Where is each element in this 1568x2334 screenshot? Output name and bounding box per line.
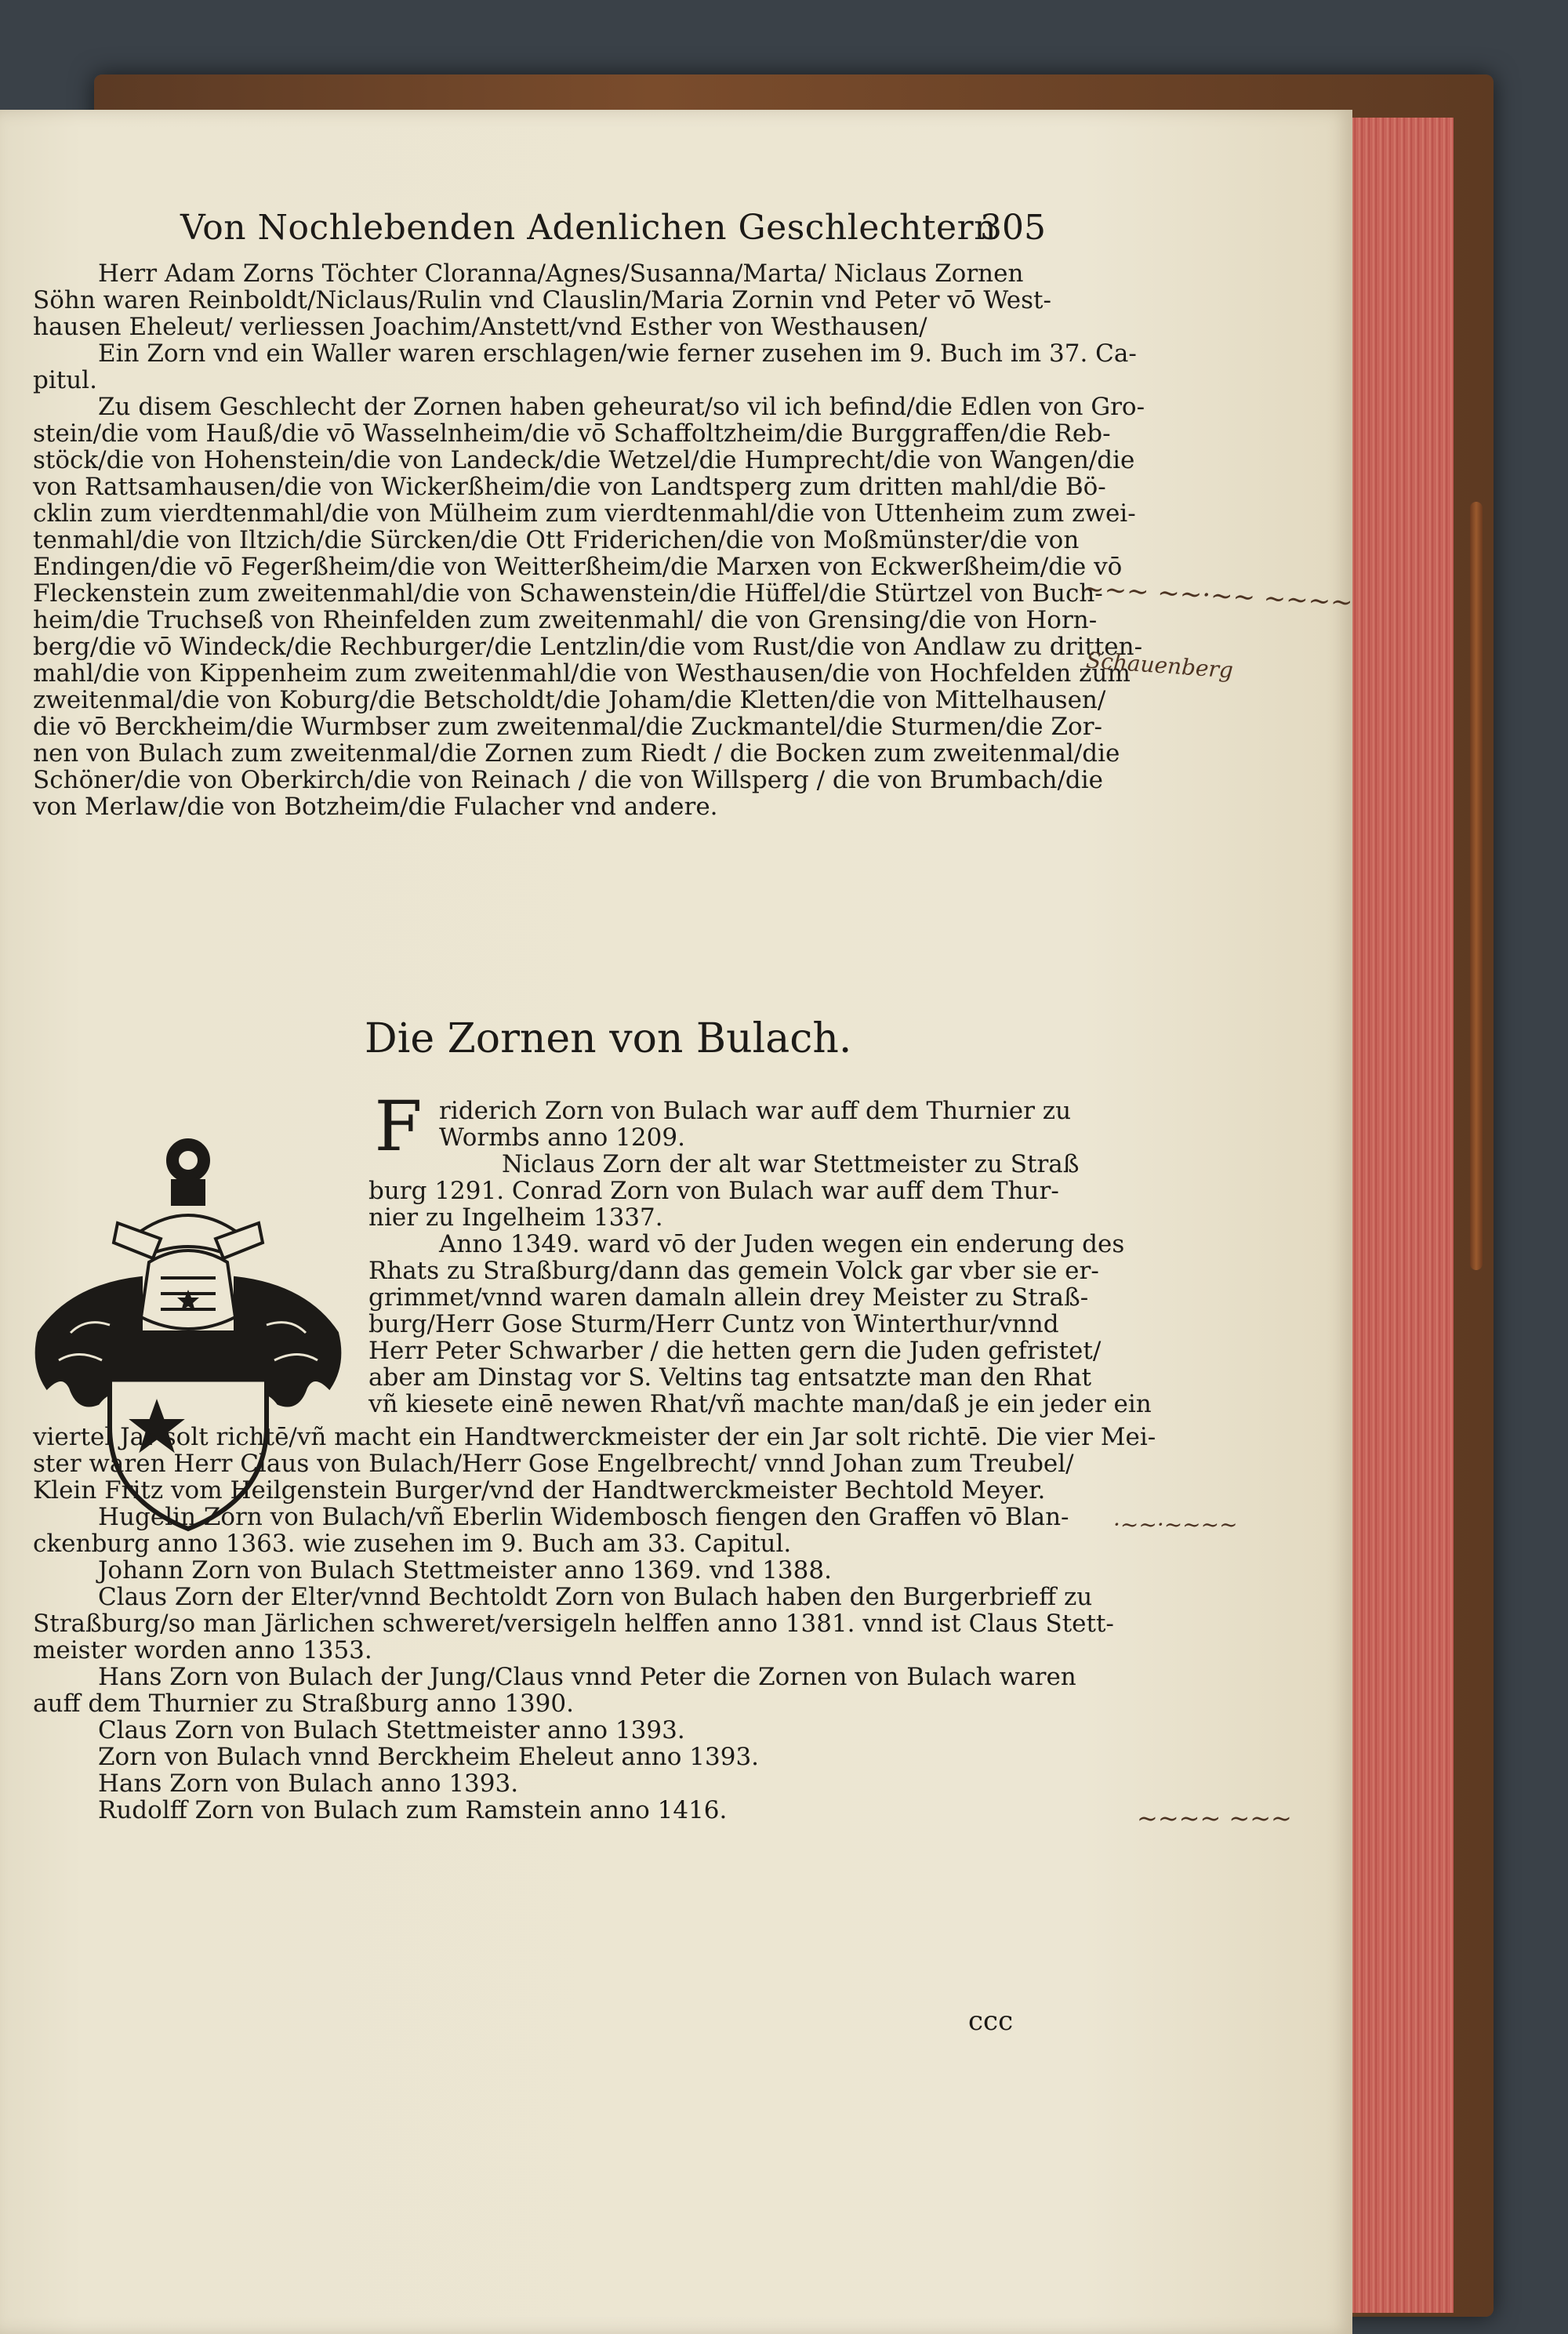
text-line: nen von Bulach zum zweitenmal/die Zornen zum Riedt / die Bocken zum zweitenmal/die	[33, 739, 1120, 768]
text-line: Söhn waren Reinboldt/Niclaus/Rulin vnd Clauslin/Maria Zornin vnd Peter vō West-	[33, 286, 1051, 314]
section-heading: Die Zornen von Bulach.	[365, 1015, 852, 1062]
handwritten-margin-note: ·~~·~~~~	[1113, 1512, 1238, 1537]
text-line: nier zu Ingelheim 1337.	[368, 1203, 663, 1232]
text-line: burg 1291. Conrad Zorn von Bulach war auff dem Thur-	[368, 1177, 1059, 1205]
text-line: Hans Zorn von Bulach der Jung/Claus vnnd Peter die Zornen von Bulach waren	[98, 1663, 1076, 1691]
text-line: tenmahl/die von Iltzich/die Sürcken/die Ott Friderichen/die von Moßmünster/die von	[33, 526, 1080, 554]
text-line: Zorn von Bulach vnnd Berckheim Eheleut anno 1393.	[98, 1743, 760, 1771]
text-line: Rhats zu Straßburg/dann das gemein Volck gar vber sie er-	[368, 1257, 1099, 1285]
text-line: die vō Berckheim/die Wurmbser zum zweitenmal/die Zuckmantel/die Sturmen/die Zor-	[33, 713, 1102, 741]
drop-cap: F	[374, 1086, 423, 1167]
page-number: 305	[980, 208, 1046, 248]
text-line: stöck/die von Hohenstein/die von Landeck/die Wetzel/die Humprecht/die von Wangen/die	[33, 446, 1135, 474]
text-line: ckenburg anno 1363. wie zusehen im 9. Buch am 33. Capitul.	[33, 1530, 792, 1558]
text-line: Wormbs anno 1209.	[439, 1123, 685, 1152]
text-line: burg/Herr Gose Sturm/Herr Cuntz von Winterthur/vnnd	[368, 1310, 1059, 1338]
text-line: heim/die Truchseß von Rheinfelden zum zweitenmahl/ die von Grensing/die von Horn-	[33, 606, 1098, 634]
text-line: ster waren Herr Claus von Bulach/Herr Gose Engelbrecht/ vnnd Johan zum Treubel/	[33, 1450, 1074, 1478]
handwritten-margin-note: ~~~ ~~·~~ ~~~~	[1081, 572, 1354, 619]
text-line: Rudolff Zorn von Bulach zum Ramstein anno 1416.	[98, 1796, 728, 1824]
bookmark-ribbon	[1470, 502, 1483, 1270]
text-line: Anno 1349. ward vō der Juden wegen ein enderung des	[439, 1230, 1125, 1258]
text-line: Ein Zorn vnd ein Waller waren erschlagen/wie ferner zusehen im 9. Buch im 37. Ca-	[98, 339, 1137, 368]
text-line: Johann Zorn von Bulach Stettmeister anno 1369. vnd 1388.	[98, 1556, 832, 1584]
text-line: Hans Zorn von Bulach anno 1393.	[98, 1770, 519, 1798]
text-line: auff dem Thurnier zu Straßburg anno 1390.	[33, 1690, 574, 1718]
text-line: Schöner/die von Oberkirch/die von Reinach / die von Willsperg / die von Brumbach/die	[33, 766, 1103, 794]
text-line: Endingen/die vō Fegerßheim/die von Weitterßheim/die Marxen von Eckwerßheim/die vō	[33, 553, 1123, 581]
text-line: Herr Adam Zorns Töchter Cloranna/Agnes/Susanna/Marta/ Niclaus Zornen	[98, 260, 1024, 288]
text-line: hausen Eheleut/ verliessen Joachim/Anstett/vnd Esther von Westhausen/	[33, 313, 927, 341]
text-line: Straßburg/so man Järlichen schweret/versigeln helffen anno 1381. vnnd ist Claus Stett-	[33, 1610, 1114, 1638]
text-line: Klein Fritz vom Heilgenstein Burger/vnd der Handtwerckmeister Bechtold Meyer.	[33, 1476, 1046, 1505]
book-page	[0, 110, 1352, 2334]
text-line: Claus Zorn von Bulach Stettmeister anno 1393.	[98, 1716, 685, 1744]
text-line: stein/die vom Hauß/die vō Wasselnheim/die vō Schaffoltzheim/die Burggraffen/die Reb-	[33, 419, 1111, 448]
running-head: Von Nochlebenden Adenlichen Geschlechtern	[180, 208, 996, 248]
text-line: cklin zum vierdtenmahl/die von Mülheim zum vierdtenmahl/die von Uttenheim zum zwei-	[33, 499, 1136, 528]
text-line: Claus Zorn der Elter/vnnd Bechtoldt Zorn von Bulach haben den Burgerbrieff zu	[98, 1583, 1093, 1611]
catchword: ccc	[968, 2005, 1014, 2037]
text-line: Zu disem Geschlecht der Zornen haben geheurat/so vil ich befind/die Edlen von Gro-	[98, 393, 1145, 421]
text-line: Niclaus Zorn der alt war Stettmeister zu Straß	[502, 1150, 1080, 1178]
text-line: von Rattsamhausen/die von Wickerßheim/die von Landtsperg zum dritten mahl/die Bö-	[33, 473, 1106, 501]
text-line: Hugelin Zorn von Bulach/vñ Eberlin Widembosch fiengen den Graffen vō Blan-	[98, 1503, 1069, 1531]
text-line: grimmet/vnnd waren damaln allein drey Meister zu Straß-	[368, 1283, 1089, 1312]
text-line: vñ kiesete einē newen Rhat/vñ machte man/daß je ein jeder ein	[368, 1390, 1152, 1418]
text-line: Herr Peter Schwarber / die hetten gern die Juden gefristet/	[368, 1337, 1102, 1365]
handwritten-margin-note: Schauenberg	[1085, 647, 1234, 684]
text-line: von Merlaw/die von Botzheim/die Fulacher vnd andere.	[33, 793, 718, 821]
text-line: mahl/die von Kippenheim zum zweitenmahl/die von Westhausen/die von Hochfelden zum	[33, 659, 1131, 688]
text-line: aber am Dinstag vor S. Veltins tag entsatzte man den Rhat	[368, 1363, 1092, 1392]
text-line: berg/die vō Windeck/die Rechburger/die Lentzlin/die vom Rust/die von Andlaw zu dritten-	[33, 633, 1143, 661]
handwritten-margin-note: ~~~~ ~~~	[1137, 1803, 1292, 1833]
text-line: Fleckenstein zum zweitenmahl/die von Schawenstein/die Hüffel/die Stürtzel von Buch-	[33, 579, 1103, 608]
text-line: zweitenmal/die von Koburg/die Betscholdt/die Joham/die Kletten/die von Mittelhausen/	[33, 686, 1106, 714]
text-line: viertel Jar solt richtē/vñ macht ein Handtwerckmeister der ein Jar solt richtē. Die vier Mei-	[33, 1423, 1156, 1451]
text-line: riderich Zorn von Bulach war auff dem Thurnier zu	[439, 1097, 1072, 1125]
text-line: meister worden anno 1353.	[33, 1636, 372, 1664]
text-line: pitul.	[33, 366, 97, 394]
